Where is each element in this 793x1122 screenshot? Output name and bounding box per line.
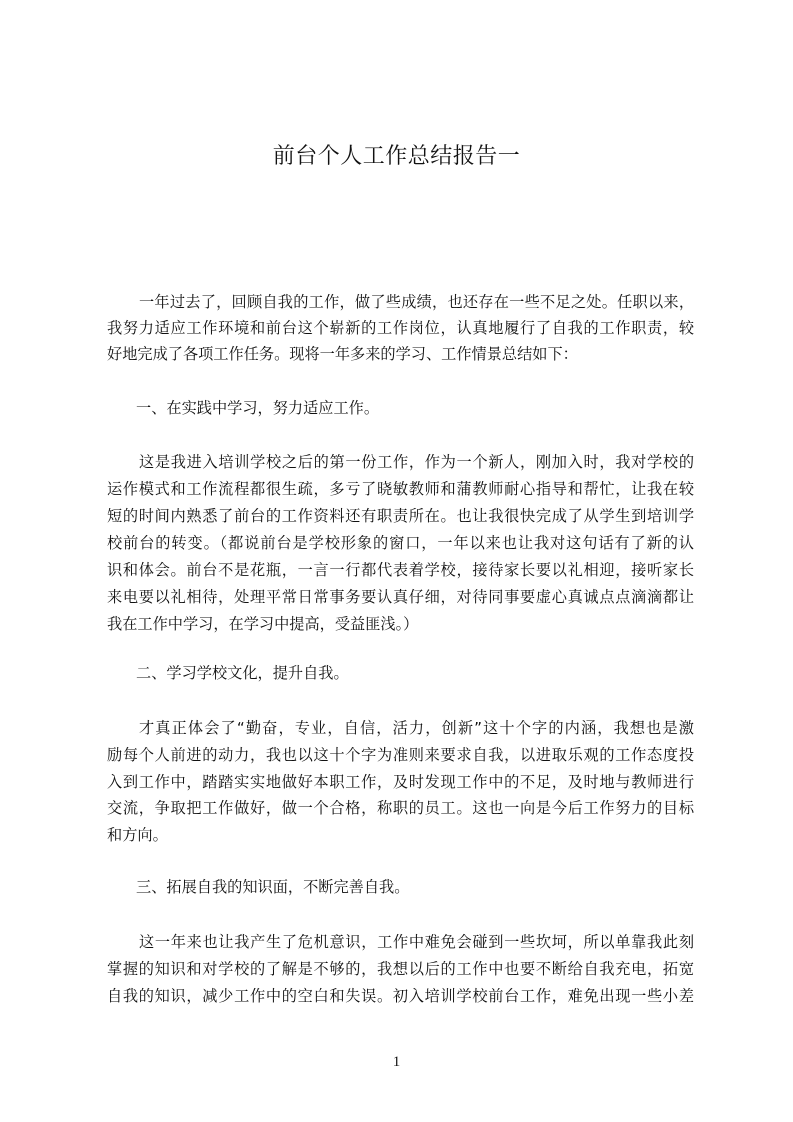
text-line: 好地完成了各项工作任务。现将一年多来的学习、工作情景总结如下：	[107, 345, 578, 363]
text-line: 短的时间内熟悉了前台的工作资料还有职责所在。也让我很快完成了从学生到培训学	[107, 507, 694, 525]
text-line: 我努力适应工作环境和前台这个崭新的工作岗位，认真地履行了自我的工作职责，较	[107, 319, 694, 337]
text-line: 这是我进入培训学校之后的第一份工作，作为一个新人，刚加入时，我对学校的	[139, 453, 694, 471]
text-line: 识和体会。前台不是花瓶，一言一行都代表着学校，接待家长要以礼相迎，接听家长	[107, 561, 694, 579]
section-heading-3: 三、拓展自我的知识面，不断完善自我。	[136, 878, 410, 896]
section-heading-1: 一、在实践中学习，努力适应工作。	[136, 399, 379, 417]
text-line: 交流，争取把工作做好，做一个合格，称职的员工。这也一向是今后工作努力的目标	[107, 799, 694, 817]
text-line: 自我的知识，减少工作中的空白和失误。初入培训学校前台工作，难免出现一些小差	[107, 987, 694, 1005]
section-heading-2: 二、学习学校文化，提升自我。	[136, 664, 349, 682]
page-number: 1	[392, 1054, 401, 1070]
text-line: 来电要以礼相待，处理平常日常事务要认真仔细，对待同事要虚心真诚点点滴滴都让	[107, 588, 694, 606]
text-line: 校前台的转变。（都说前台是学校形象的窗口，一年以来也让我对这句话有了新的认	[107, 534, 694, 552]
text-line: 这一年来也让我产生了危机意识，工作中难免会碰到一些坎坷，所以单靠我此刻	[139, 933, 694, 951]
text-line: 掌握的知识和对学校的了解是不够的，我想以后的工作中也要不断给自我充电，拓宽	[107, 960, 694, 978]
text-line: 一年过去了，回顾自我的工作，做了些成绩，也还存在一些不足之处。任职以来，	[139, 293, 694, 311]
text-line: 我在工作中学习，在学习中提高，受益匪浅。）	[107, 615, 419, 633]
text-line: 和方向。	[107, 826, 168, 844]
text-line: 入到工作中，踏踏实实地做好本职工作，及时发现工作中的不足，及时地与教师进行	[107, 773, 694, 791]
text-line: 运作模式和工作流程都很生疏，多亏了晓敏教师和蒲教师耐心指导和帮忙，让我在较	[107, 480, 694, 498]
text-line: 励每个人前进的动力，我也以这十个字为准则来要求自我，以进取乐观的工作态度投	[107, 746, 694, 764]
document-title: 前台个人工作总结报告一	[272, 144, 521, 169]
text-line: 才真正体会了“勤奋，专业，自信，活力，创新”这十个字的内涵，我想也是激	[139, 719, 694, 737]
